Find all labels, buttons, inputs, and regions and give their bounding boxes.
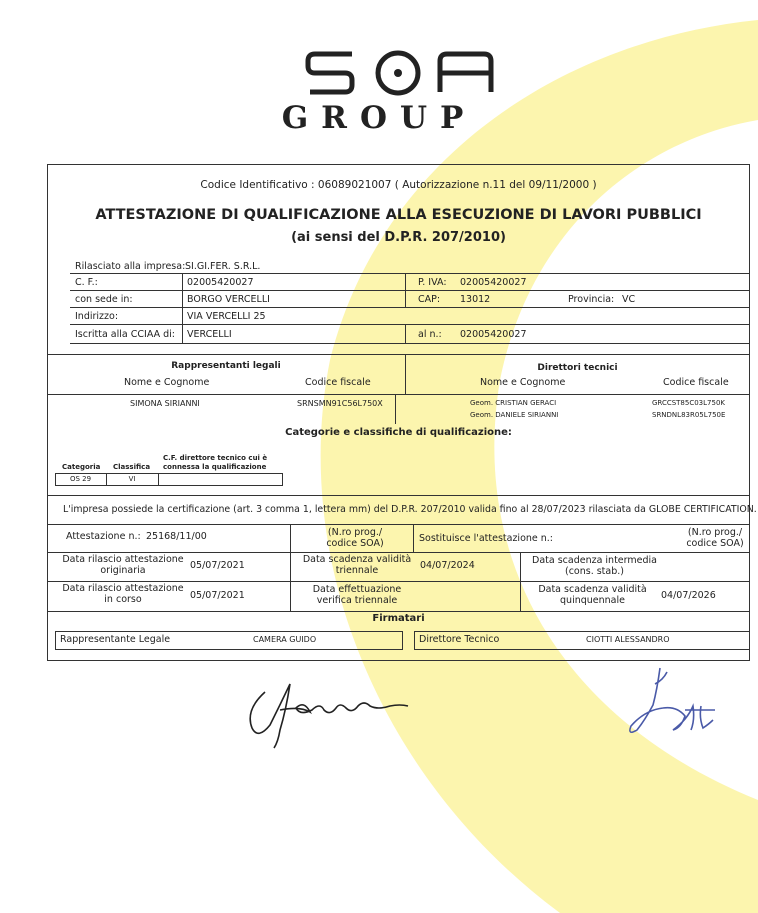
categoria-value: OS 29: [69, 475, 92, 483]
codice-identificativo: Codice Identificativo : 06089021007 ( Autorizzazione n.11 del 09/11/2000 ): [200, 179, 597, 191]
direttore-tecnico-label: Direttore Tecnico: [419, 634, 500, 645]
rilascio-corso-line1: Data rilascio attestazione: [62, 583, 184, 594]
verifica-triennale-line2: verifica triennale: [316, 595, 398, 606]
rappresentanti-col-cf: Codice fiscale: [305, 377, 371, 388]
cf-label: C. F.:: [75, 277, 98, 288]
rappresentanti-title: Rappresentanti legali: [171, 361, 281, 371]
cf-value: 02005420027: [187, 277, 254, 288]
categorie-col-cf-line2: connessa la qualificazione: [163, 463, 267, 471]
scadenza-quinquennale-line2: quinquennale: [560, 595, 625, 606]
signature-rappresentante: [240, 670, 420, 750]
firmatari-title: Firmatari: [372, 613, 425, 624]
rilascio-originaria-line1: Data rilascio attestazione: [62, 554, 184, 565]
aln-label: al n.:: [418, 329, 442, 340]
direttore-1-name: Geom. CRISTIAN GERACI: [470, 399, 557, 407]
soa-logo-mark: [0, 48, 758, 96]
rilasciato-value: SI.GI.FER. S.R.L.: [185, 261, 261, 272]
sostituisce-label: Sostituisce l'attestazione n.:: [419, 533, 554, 544]
cap-value: 13012: [460, 294, 491, 305]
scadenza-triennale-value: 04/07/2024: [420, 560, 475, 571]
classifica-value: VI: [128, 475, 136, 483]
certificate-title: ATTESTAZIONE DI QUALIFICAZIONE ALLA ESECUZIONE DI LAVORI PUBBLICI: [95, 207, 702, 223]
attestazione-value: 25168/11/00: [146, 531, 207, 542]
direttori-col-cf: Codice fiscale: [663, 377, 729, 388]
scadenza-triennale-line2: triennale: [335, 565, 379, 576]
rappresentante-legale-value: CAMERA GUIDO: [253, 635, 317, 644]
nro-prog-1-line2: codice SOA): [326, 538, 384, 549]
rilascio-originaria-value: 05/07/2021: [190, 560, 245, 571]
rilascio-originaria-line2: originaria: [100, 565, 146, 576]
direttori-col-name: Nome e Cognome: [480, 377, 566, 388]
cciaa-value: VERCELLI: [187, 329, 232, 340]
piva-value: 02005420027: [460, 277, 527, 288]
rappresentante-name: SIMONA SIRIANNI: [130, 399, 200, 408]
group-logo-text: GROUP: [281, 100, 477, 136]
signature-direttore: [615, 660, 725, 740]
sede-value: BORGO VERCELLI: [187, 294, 270, 305]
cciaa-label: Iscritta alla CCIAA di:: [75, 329, 175, 340]
categorie-col-classifica: Classifica: [113, 463, 151, 471]
certificate-subtitle: (ai sensi del D.P.R. 207/2010): [291, 230, 506, 245]
sede-label: con sede in:: [75, 294, 133, 305]
categorie-col-cf-line1: C.F. direttore tecnico cui è: [163, 454, 268, 462]
rilascio-corso-value: 05/07/2021: [190, 590, 245, 601]
direttore-2-name: Geom. DANIELE SIRIANNI: [470, 411, 559, 419]
rilascio-corso-line2: in corso: [104, 594, 142, 605]
scadenza-intermedia-line2: (cons. stab.): [564, 566, 624, 577]
direttore-2-cf: SRNDNL83R05L750E: [652, 411, 726, 419]
rappresentanti-col-name: Nome e Cognome: [124, 377, 210, 388]
indirizzo-value: VIA VERCELLI 25: [187, 311, 266, 322]
scadenza-quinquennale-value: 04/07/2026: [661, 590, 716, 601]
nro-prog-2-line1: (N.ro prog./: [687, 527, 743, 538]
cap-label: CAP:: [418, 294, 441, 305]
direttore-tecnico-value: CIOTTI ALESSANDRO: [586, 635, 670, 644]
direttori-title: Direttori tecnici: [537, 363, 618, 373]
rappresentante-legale-label: Rappresentante Legale: [60, 634, 171, 645]
certificazione-text: L'impresa possiede la certificazione (art. 3 comma 1, lettera mm) del D.P.R. 207/2010 valida fino al 28/07/2023 rilasciata da GLOBE CERTIFICATION.: [63, 504, 757, 515]
indirizzo-label: Indirizzo:: [75, 311, 119, 322]
attestazione-label: Attestazione n.:: [66, 531, 141, 542]
provincia-label: Provincia:: [568, 294, 615, 305]
scadenza-quinquennale-line1: Data scadenza validità: [538, 584, 647, 595]
direttore-1-cf: GRCCST85C03L750K: [652, 399, 725, 407]
nro-prog-1-line1: (N.ro prog./: [327, 527, 383, 538]
nro-prog-2-line2: codice SOA): [686, 538, 744, 549]
scadenza-intermedia-line1: Data scadenza intermedia: [532, 555, 657, 566]
provincia-value: VC: [622, 294, 636, 305]
piva-label: P. IVA:: [418, 277, 447, 288]
categorie-col-categoria: Categoria: [62, 463, 101, 471]
verifica-triennale-line1: Data effettuazione: [312, 584, 402, 595]
aln-value: 02005420027: [460, 329, 527, 340]
rappresentante-cf: SRNSMN91C56L750X: [297, 399, 383, 408]
categorie-title: Categorie e classifiche di qualificazione:: [285, 427, 512, 438]
rilasciato-label: Rilasciato alla impresa:: [75, 261, 186, 272]
scadenza-triennale-line1: Data scadenza validità: [302, 554, 412, 565]
